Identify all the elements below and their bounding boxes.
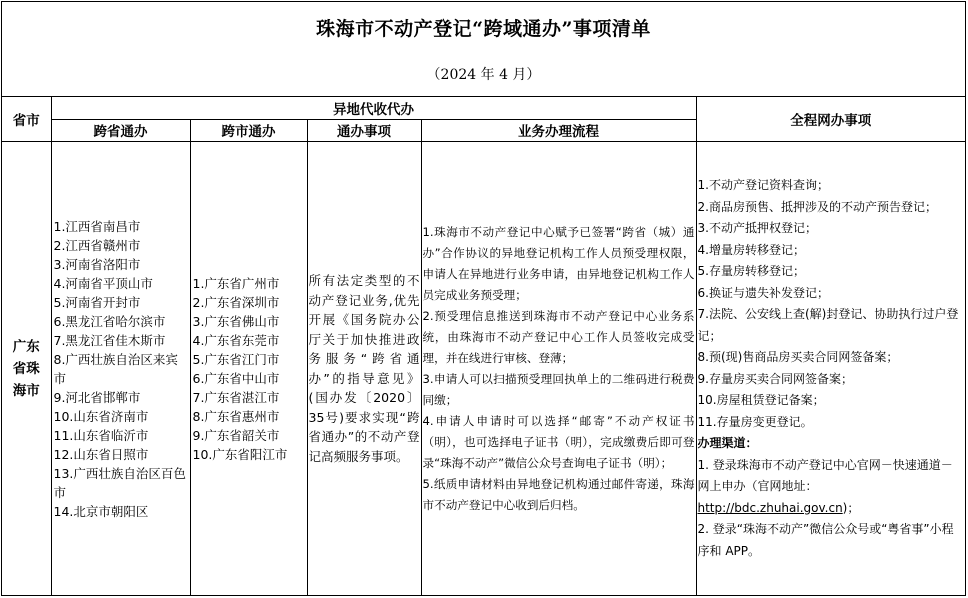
online-item: 11.存量房变更登记。 xyxy=(697,414,813,429)
process-cell xyxy=(421,141,696,596)
online-cell xyxy=(696,141,965,596)
online-item: 7.法院、公安线上查(解)封登记、协助执行过户登记； xyxy=(697,307,959,343)
city-cell xyxy=(2,141,51,596)
process-step: 3.申请人可以扫描预受理回执单上的二维码进行税费同缴； xyxy=(422,371,695,407)
list-item: 9.河北省邯郸市 xyxy=(53,389,141,405)
list-item: 4.河南省平顶山市 xyxy=(53,275,153,291)
list-item: 11.山东省临沂市 xyxy=(53,427,149,443)
header-row-1 xyxy=(2,97,965,119)
process-step: 4.申请人申请时可以选择“邮寄”不动产权证书（明），也可选择电子证书（明），完成缴费后即可登录“珠海不动产”微信公众号查询电子证书（明）； xyxy=(422,413,695,470)
matters-text: 所有法定类型的不动产登记业务,优先开展《国务院办公厅关于加快推进政务服务“跨省通办”的指导意见》(国办发〔2020〕35号)要求实现“跨省通办”的不动产登记高频服务事项。 xyxy=(308,273,420,464)
header-process: 业务办理流程 xyxy=(421,119,696,141)
online-item: 8.预(现)售商品房买卖合同网签备案； xyxy=(697,350,899,365)
list-item: 1.江西省南昌市 xyxy=(53,218,141,234)
online-item: 1.不动产登记资料查询； xyxy=(697,178,829,193)
online-item: 10.房屋租赁登记备案； xyxy=(697,393,825,408)
header-online: 全程网办事项 xyxy=(696,97,965,141)
list-item: 1.广东省广州市 xyxy=(192,275,280,291)
list-item: 7.广东省湛江市 xyxy=(192,389,280,405)
channel-item: 2. 登录“珠海不动产”微信公众号或“粤省事”小程序和 APP。 xyxy=(697,522,954,558)
channel-1-text: 1. 登录珠海市不动产登记中心官网－快速通道－网上申办（官网地址： xyxy=(697,457,953,494)
matters-table xyxy=(2,97,965,596)
list-item: 8.广西壮族自治区来宾市 xyxy=(53,351,178,386)
cross-province-list xyxy=(52,217,190,521)
city-label-line: 海市 xyxy=(12,382,40,399)
channel-item xyxy=(697,455,966,520)
list-item: 6.广东省中山市 xyxy=(192,370,280,386)
list-item: 2.广东省深圳市 xyxy=(192,294,280,310)
list-item: 8.广东省惠州市 xyxy=(192,408,280,424)
header-matters: 通办事项 xyxy=(307,119,421,141)
online-item: 2.商品房预售、抵押涉及的不动产预告登记； xyxy=(697,199,937,214)
list-item: 13.广西壮族自治区百色市 xyxy=(53,465,186,500)
document-frame xyxy=(1,1,966,596)
online-item: 6.换证与遗失补发登记； xyxy=(697,285,829,300)
header-cross-province: 跨省通办 xyxy=(51,119,190,141)
matters-cell xyxy=(307,141,421,596)
header-province-city: 省市 xyxy=(2,97,51,141)
document-subtitle: （2024 年 4 月） xyxy=(426,67,541,83)
process-step: 5.纸质申请材料由异地登记机构通过邮件寄递，珠海市不动产登记中心收到后归档。 xyxy=(422,476,695,512)
header-cross-city: 跨市通办 xyxy=(190,119,307,141)
list-item: 12.山东省日照市 xyxy=(53,446,149,462)
city-label-line: 省珠 xyxy=(12,360,40,377)
online-item: 3.不动产抵押权登记； xyxy=(697,221,817,236)
list-item: 6.黑龙江省哈尔滨市 xyxy=(53,313,166,329)
online-item: 9.存量房买卖合同网签备案； xyxy=(697,371,853,386)
document-title: 珠海市不动产登记“跨域通办”事项清单 xyxy=(316,18,651,40)
online-item: 5.存量房转移登记； xyxy=(697,264,805,279)
list-item: 4.广东省东莞市 xyxy=(192,332,280,348)
title-box xyxy=(2,2,965,97)
list-item: 9.广东省韶关市 xyxy=(192,427,280,443)
list-item: 7.黑龙江省佳木斯市 xyxy=(53,332,166,348)
list-item: 3.河南省洛阳市 xyxy=(53,256,141,272)
city-label-line: 广东 xyxy=(12,338,40,355)
process-step: 2.预受理信息推送到珠海市不动产登记中心业务系统，由珠海市不动产登记中心工作人员签收完成受理，并在线进行审核、登薄； xyxy=(422,308,695,365)
channels-title: 办理渠道： xyxy=(697,436,758,451)
list-item: 10.广东省阳江市 xyxy=(192,446,288,462)
list-item: 3.广东省佛山市 xyxy=(192,313,280,329)
list-item: 2.江西省赣州市 xyxy=(53,237,141,253)
table-row xyxy=(2,141,965,596)
cross-city-cell xyxy=(190,141,307,596)
list-item: 5.河南省开封市 xyxy=(53,294,141,310)
process-step: 1.珠海市不动产登记中心赋予已签署“跨省（城）通办”合作协议的异地登记机构工作人员预受理权限，申请人在异地进行业务申请，由异地登记机构工作人员完成业务预受理； xyxy=(422,224,695,302)
cross-province-cell xyxy=(51,141,190,596)
cross-city-list xyxy=(191,274,307,464)
header-remote-agency: 异地代收代办 xyxy=(51,97,696,119)
list-item: 14.北京市朝阳区 xyxy=(53,503,149,519)
list-item: 5.广东省江门市 xyxy=(192,351,280,367)
official-site-link[interactable]: http://bdc.zhuhai.gov.cn xyxy=(697,500,843,515)
online-item: 4.增量房转移登记； xyxy=(697,242,805,257)
list-item: 10.山东省济南市 xyxy=(53,408,149,424)
channel-1-end: )； xyxy=(842,500,860,515)
